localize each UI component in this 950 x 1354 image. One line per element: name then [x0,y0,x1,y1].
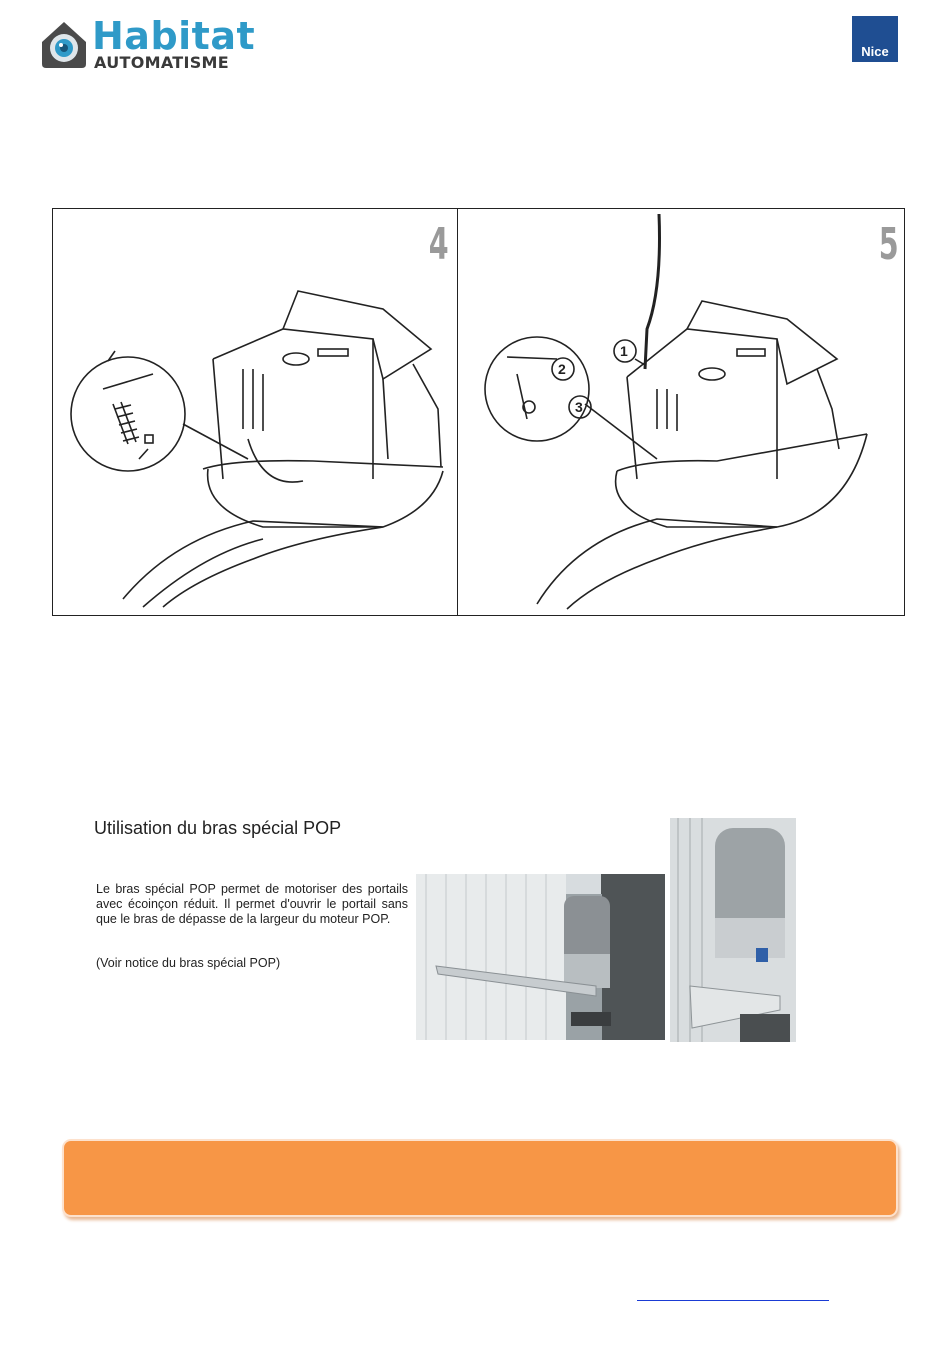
nice-logo [852,16,898,62]
footer-link[interactable] [637,1284,829,1301]
habitat-automatisme-logo [36,14,256,74]
step-4-panel [53,209,458,615]
step-number: 5 [879,219,899,270]
house-camera-icon [36,16,92,72]
motor-cable-illustration [457,209,903,615]
installation-figure [52,208,905,616]
section-banner [64,1141,896,1215]
step-5-panel [457,209,903,615]
step-number: 4 [429,219,449,270]
callout-3: 3 [575,399,583,415]
brand-title: Habitat [92,14,256,58]
pop-section-note: (Voir notice du bras spécial POP) [96,956,281,970]
callout-1: 1 [620,343,628,359]
pop-arm-photo-side [416,874,665,1040]
pop-arm-photo-top [670,818,796,1042]
motor-spring-illustration [53,209,457,615]
brand-subtitle: AUTOMATISME [94,53,230,72]
nice-logo-text: Nice [861,44,889,59]
pop-section-body: Le bras spécial POP permet de motoriser des portails avec écoinçon réduit. Il permet d'ouvrir le portail sans que le bras de dépasse de la largeur du moteur POP. [96,882,408,926]
callout-2: 2 [558,361,566,377]
pop-section-title: Utilisation du bras spécial POP [94,818,342,838]
